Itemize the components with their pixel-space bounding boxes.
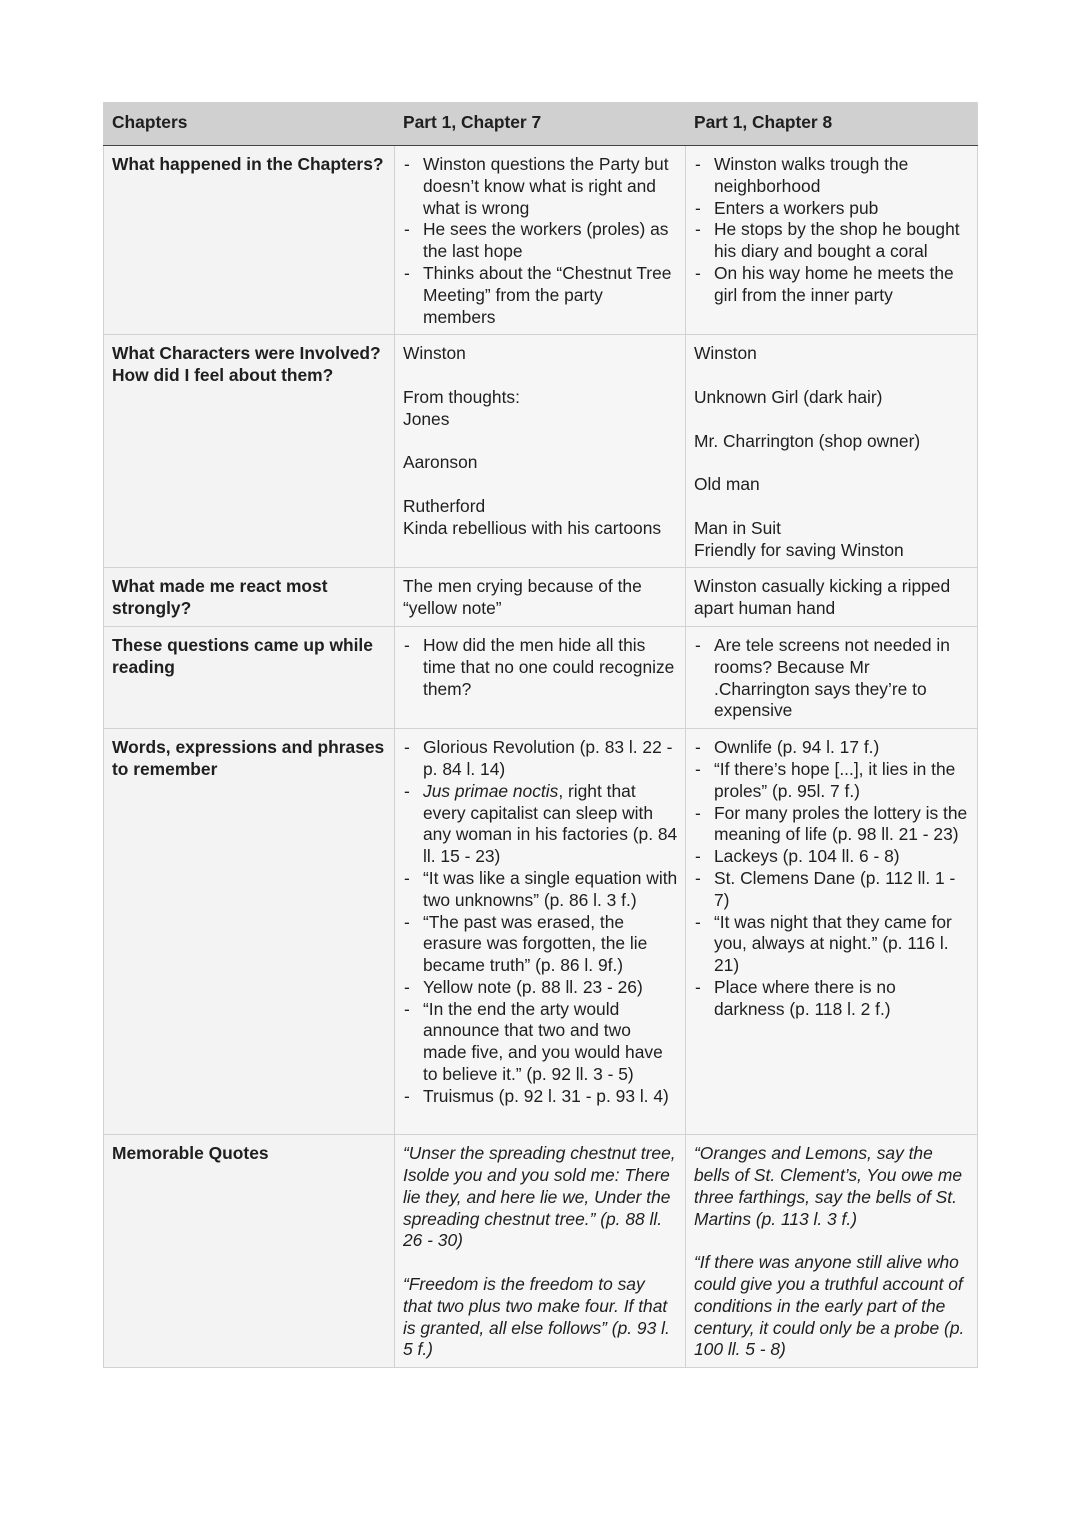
list-item: - He stops by the shop he bought his diary and bought a coral xyxy=(694,219,970,263)
chapter-7-cell xyxy=(395,729,686,1135)
header-chapter-7: Part 1, Chapter 7 xyxy=(395,103,686,146)
chapter-8-cell: Winston casually kicking a ripped apart human hand xyxy=(686,568,978,627)
chapter-7-cell xyxy=(395,335,686,568)
character-rutherford: Rutherford xyxy=(403,495,486,516)
row-label: Words, expressions and phrases to remember xyxy=(104,729,395,1135)
row-label: What made me react most strongly? xyxy=(104,568,395,627)
quote: “Unser the spreading chestnut tree, Isolde you and you sold me: There lie they, and here lie we, Under the spreading chestnut tree.” (p. 88 ll. 26 - 30) xyxy=(403,1143,676,1251)
row-label: What Characters were Involved? How did I feel about them? xyxy=(104,335,395,568)
list-item: - How did the men hide all this time that no one could recognize them? xyxy=(403,635,678,700)
character-note: Kinda rebellious with his cartoons xyxy=(403,517,662,538)
chapter-8-cell xyxy=(686,1135,978,1368)
list-item: - Lackeys (p. 104 ll. 6 - 8) xyxy=(694,846,970,868)
character-winston: Winston xyxy=(694,343,757,364)
character-jones: Jones xyxy=(403,408,450,429)
quote: “Freedom is the freedom to say that two plus two make four. If that is granted, all else follows” (p. 93 l. 5 f.) xyxy=(403,1273,670,1360)
list-item: - “If there’s hope [...], it lies in the proles” (p. 95l. 7 f.) xyxy=(694,759,970,803)
chapter-7-cell xyxy=(395,146,686,335)
list-item: - Are tele screens not needed in rooms? Because Mr .Charrington says they’re to expensive xyxy=(694,635,970,722)
character-winston: Winston xyxy=(403,343,466,364)
list-item: - Glorious Revolution (p. 83 l. 22 - p. 84 l. 14) xyxy=(403,737,678,781)
chapter-7-cell xyxy=(395,626,686,728)
row-label: What happened in the Chapters? xyxy=(104,146,395,335)
quote: “Oranges and Lemons, say the bells of St. Clement’s, You owe me three farthings, say the bells of St. Martins (p. 113 l. 3 f.) xyxy=(694,1143,963,1229)
character-man-in-suit: Man in Suit xyxy=(694,517,781,538)
list-item: - Winston walks trough the neighborhood xyxy=(694,154,970,198)
character-old-man: Old man xyxy=(694,474,760,495)
list-item: - For many proles the lottery is the meaning of life (p. 98 ll. 21 - 23) xyxy=(694,803,970,847)
list-item: - Ownlife (p. 94 l. 17 f.) xyxy=(694,737,970,759)
list-item: - Winston questions the Party but doesn’t know what is right and what is wrong xyxy=(403,154,678,219)
latin-term: Jus primae noctis xyxy=(423,780,559,801)
row-quotes xyxy=(104,1135,978,1368)
row-what-happened xyxy=(104,146,978,335)
character-girl: Unknown Girl (dark hair) xyxy=(694,386,883,407)
row-characters xyxy=(104,335,978,568)
header-chapter-8: Part 1, Chapter 8 xyxy=(686,103,978,146)
chapter-8-cell xyxy=(686,335,978,568)
character-note: Friendly for saving Winston xyxy=(694,539,904,560)
character-charrington: Mr. Charrington (shop owner) xyxy=(694,430,921,451)
chapter-8-cell xyxy=(686,626,978,728)
row-label: These questions came up while reading xyxy=(104,626,395,728)
chapter-7-cell: The men crying because of the “yellow note” xyxy=(395,568,686,627)
row-words xyxy=(104,729,978,1135)
list-item: - Enters a workers pub xyxy=(694,198,970,220)
row-questions xyxy=(104,626,978,728)
list-item: - On his way home he meets the girl from the inner party xyxy=(694,263,970,307)
list-item xyxy=(403,781,678,868)
quote: “If there was anyone still alive who could give you a truthful account of conditions in the early part of the century, it could only be a probe (p. 100 ll. 5 - 8) xyxy=(694,1252,965,1360)
list-item: - “The past was erased, the erasure was forgotten, the lie became truth” (p. 86 l. 9f.) xyxy=(403,912,678,977)
character-aaronson: Aaronson xyxy=(403,452,478,473)
list-item: - Yellow note (p. 88 ll. 23 - 26) xyxy=(403,977,678,999)
list-item: - Place where there is no darkness (p. 118 l. 2 f.) xyxy=(694,977,970,1021)
header-row xyxy=(104,103,978,146)
list-item: - He sees the workers (proles) as the last hope xyxy=(403,219,678,263)
row-react xyxy=(104,568,978,627)
chapter-7-cell xyxy=(395,1135,686,1368)
chapter-8-cell xyxy=(686,729,978,1135)
list-item: - Thinks about the “Chestnut Tree Meeting” from the party members xyxy=(403,263,678,328)
list-item: - Truismus (p. 92 l. 31 - p. 93 l. 4) xyxy=(403,1086,678,1108)
chapter-8-cell xyxy=(686,146,978,335)
list-item: - “It was night that they came for you, always at night.” (p. 116 l. 21) xyxy=(694,912,970,977)
term-description: , right that every capitalist can sleep with any woman in his factories (p. 84 ll. 15 - 23) xyxy=(423,780,678,867)
header-chapters: Chapters xyxy=(104,103,395,146)
list-item: - “It was like a single equation with two unknowns” (p. 86 l. 3 f.) xyxy=(403,868,678,912)
list-item: - St. Clemens Dane (p. 112 ll. 1 - 7) xyxy=(694,868,970,912)
notes-table xyxy=(103,102,978,1368)
from-thoughts-label: From thoughts: xyxy=(403,386,520,407)
row-label: Memorable Quotes xyxy=(104,1135,395,1368)
list-item: - “In the end the arty would announce that two and two made five, and you would have to believe it.” (p. 92 ll. 3 - 5) xyxy=(403,999,678,1086)
